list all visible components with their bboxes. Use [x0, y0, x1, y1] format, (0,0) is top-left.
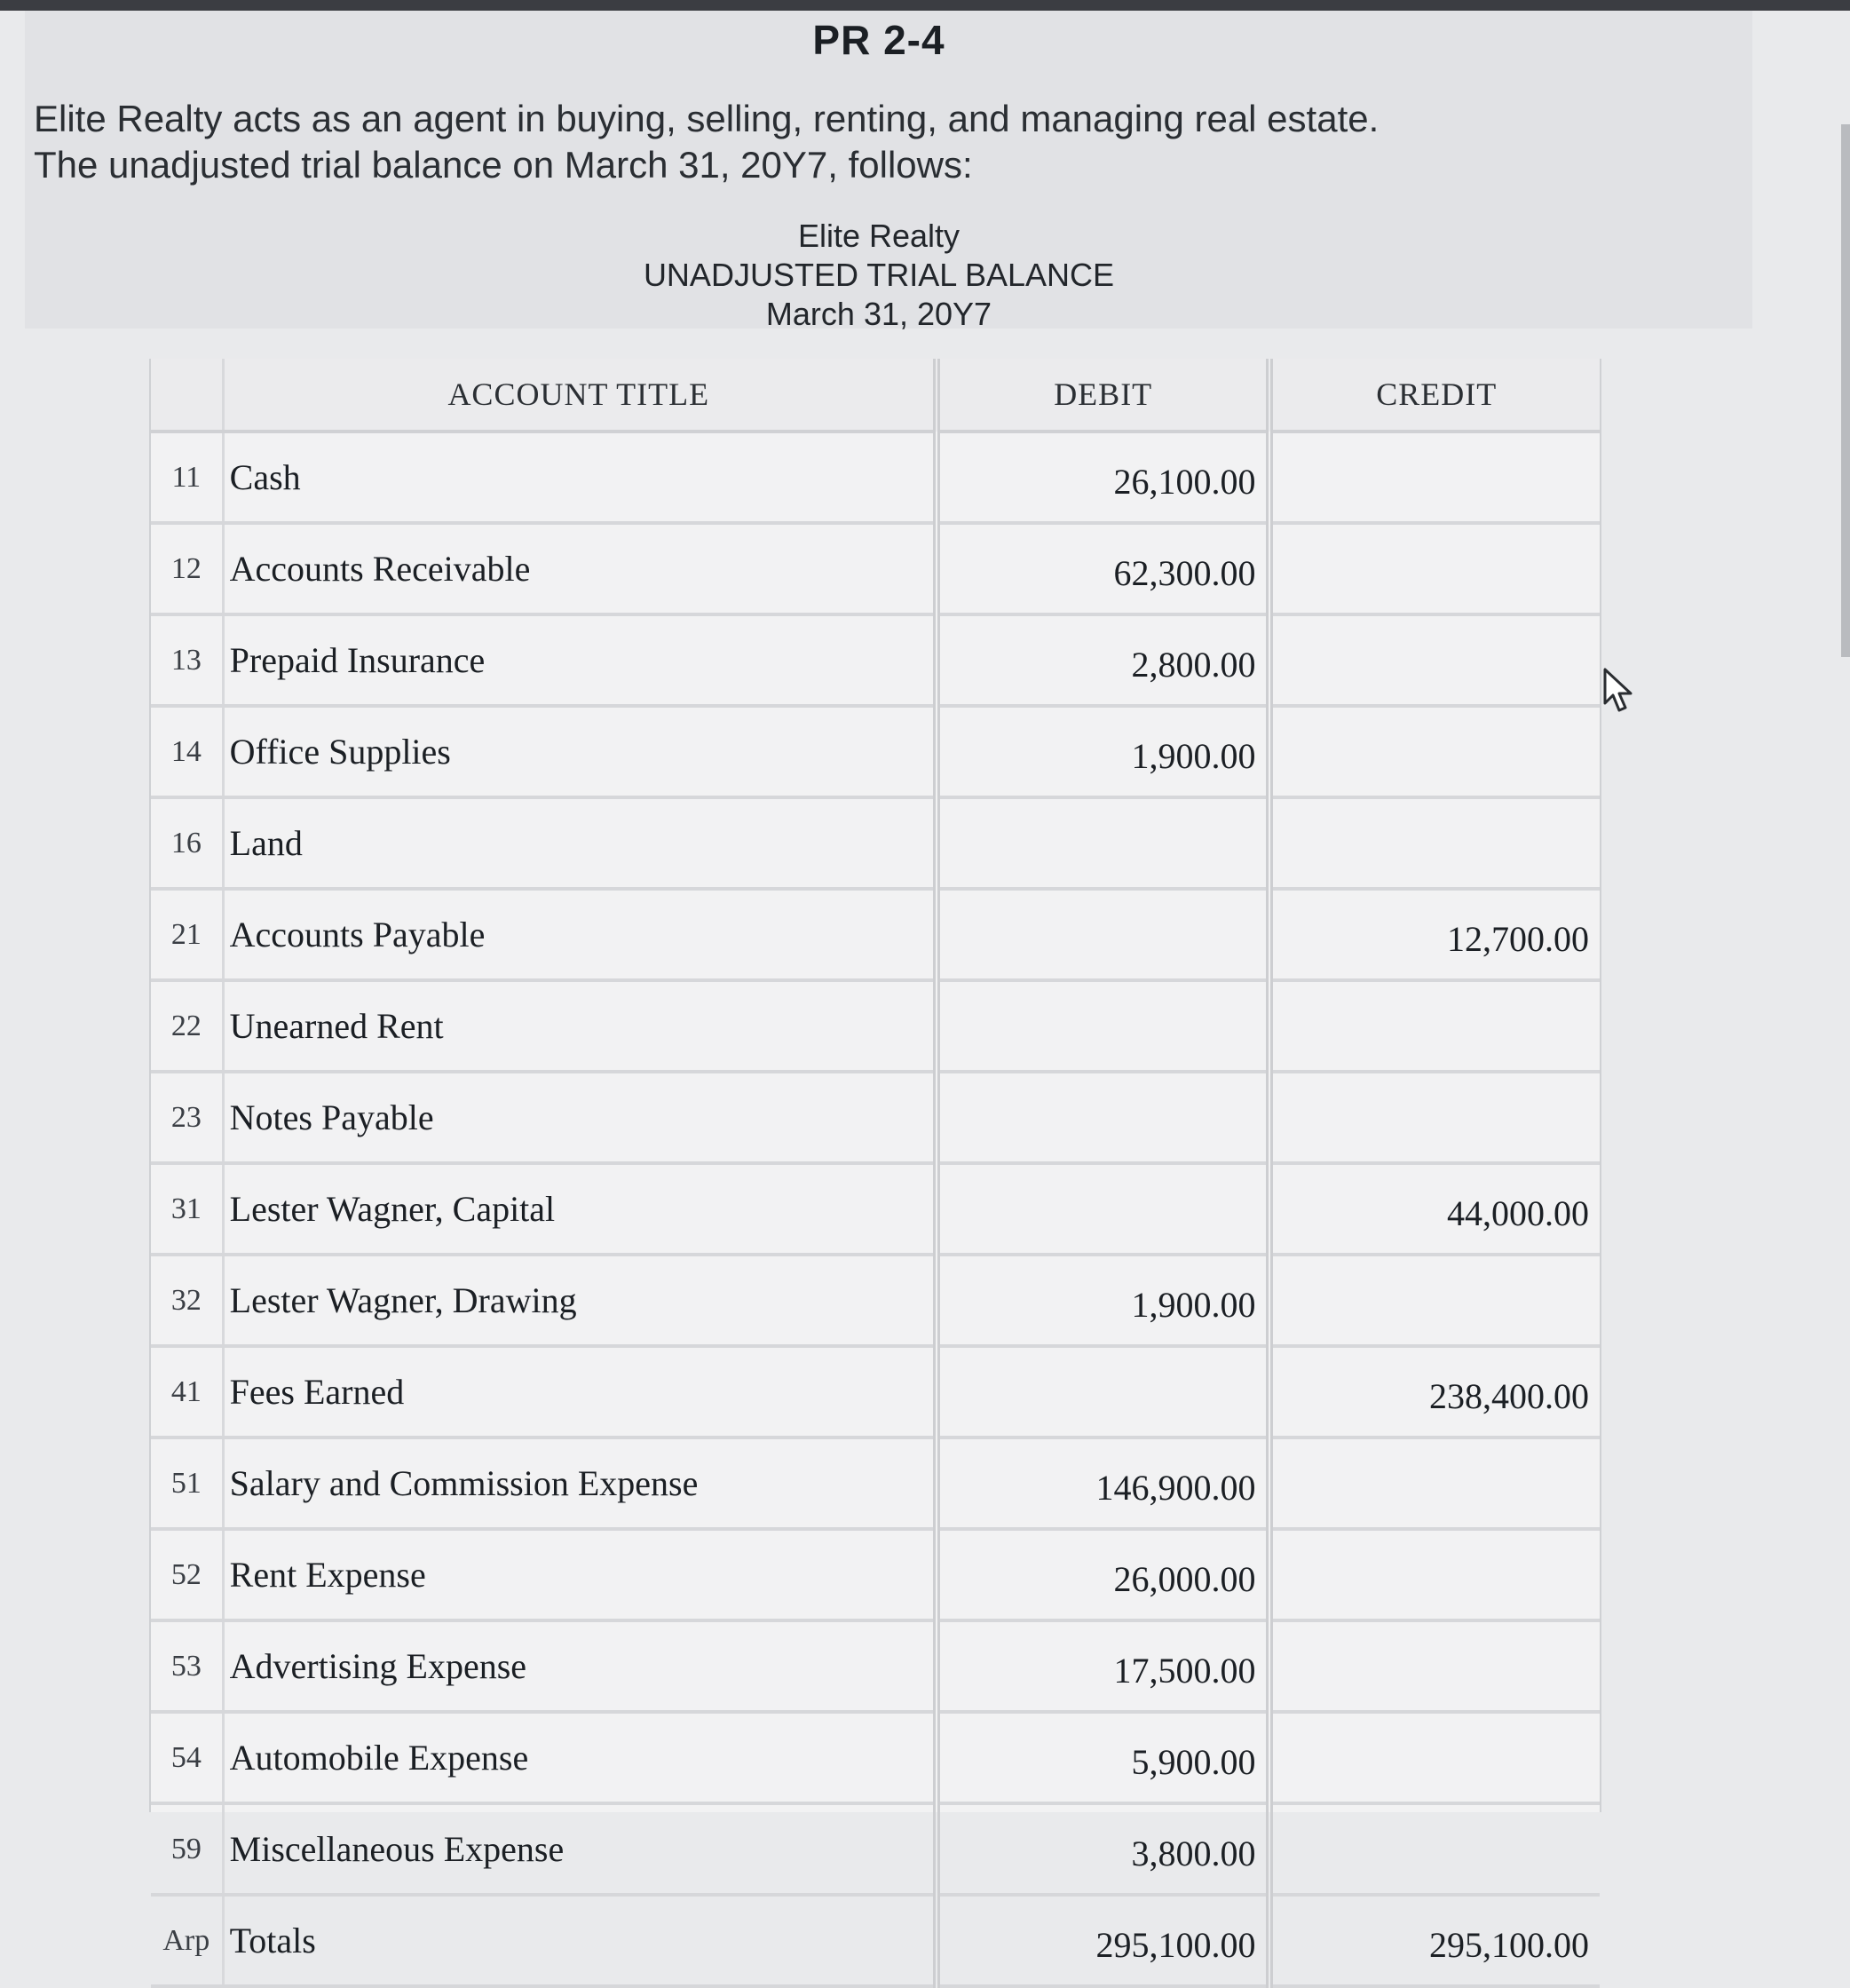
intro-line-2: The unadjusted trial balance on March 31, 20Y7, follows:: [34, 144, 973, 186]
account-no: 12: [151, 523, 223, 614]
credit-amount: 44,000.00: [1269, 1163, 1600, 1255]
table-row: [151, 889, 1600, 980]
total-credit: 295,100.00: [1269, 1895, 1600, 1986]
credit-amount: [1269, 1712, 1600, 1803]
account-title: Automobile Expense: [223, 1712, 937, 1803]
table-row: [151, 1712, 1600, 1803]
credit-amount: [1269, 1255, 1600, 1346]
report-date: March 31, 20Y7: [765, 296, 992, 332]
scrollbar[interactable]: [1841, 124, 1850, 657]
table-row: [151, 1438, 1600, 1529]
account-title: Notes Payable: [223, 1072, 937, 1163]
account-title: Accounts Receivable: [223, 523, 937, 614]
debit-amount: 3,800.00: [937, 1803, 1270, 1895]
credit-amount: [1269, 614, 1600, 706]
account-title: Office Supplies: [223, 706, 937, 797]
totals-row: [151, 1895, 1600, 1986]
debit-amount: [937, 1072, 1270, 1163]
total-debit: 295,100.00: [937, 1895, 1270, 1986]
account-no: 32: [151, 1255, 223, 1346]
mouse-pointer-icon: [1601, 668, 1637, 714]
account-title: Cash: [223, 432, 937, 523]
debit-amount: 5,900.00: [937, 1712, 1270, 1803]
account-no: 13: [151, 614, 223, 706]
credit-amount: [1269, 980, 1600, 1072]
table-row: [151, 1072, 1600, 1163]
account-no: 14: [151, 706, 223, 797]
account-no: 53: [151, 1620, 223, 1712]
account-no: 51: [151, 1438, 223, 1529]
account-no: 31: [151, 1163, 223, 1255]
problem-intro: [34, 96, 1379, 188]
account-no: 22: [151, 980, 223, 1072]
credit-amount: [1269, 706, 1600, 797]
table-row: [151, 1620, 1600, 1712]
account-title: Advertising Expense: [223, 1620, 937, 1712]
header-credit: CREDIT: [1269, 359, 1600, 432]
table-row: [151, 1346, 1600, 1438]
table-row: [151, 1803, 1600, 1895]
credit-amount: [1269, 1438, 1600, 1529]
table-row: [151, 706, 1600, 797]
account-title: Land: [223, 797, 937, 889]
debit-amount: [937, 1163, 1270, 1255]
account-title: Rent Expense: [223, 1529, 937, 1620]
debit-amount: [937, 797, 1270, 889]
table-row: [151, 523, 1600, 614]
credit-amount: 238,400.00: [1269, 1346, 1600, 1438]
account-no: 16: [151, 797, 223, 889]
report-title: UNADJUSTED TRIAL BALANCE: [643, 257, 1115, 293]
account-title: Lester Wagner, Drawing: [223, 1255, 937, 1346]
debit-amount: 17,500.00: [937, 1620, 1270, 1712]
table-row: [151, 980, 1600, 1072]
table-row: [151, 432, 1600, 523]
account-title: Miscellaneous Expense: [223, 1803, 937, 1895]
report-heading: [0, 217, 1758, 334]
account-title: Unearned Rent: [223, 980, 937, 1072]
credit-amount: [1269, 1803, 1600, 1895]
account-title: Accounts Payable: [223, 889, 937, 980]
header-debit: DEBIT: [937, 359, 1270, 432]
debit-amount: 1,900.00: [937, 706, 1270, 797]
debit-amount: 1,900.00: [937, 1255, 1270, 1346]
credit-amount: [1269, 432, 1600, 523]
account-no: 52: [151, 1529, 223, 1620]
table-row: [151, 797, 1600, 889]
credit-amount: [1269, 1072, 1600, 1163]
debit-amount: 26,000.00: [937, 1529, 1270, 1620]
credit-amount: [1269, 797, 1600, 889]
debit-amount: 26,100.00: [937, 432, 1270, 523]
debit-amount: 2,800.00: [937, 614, 1270, 706]
top-strip: [0, 0, 1850, 11]
account-no: 11: [151, 432, 223, 523]
header-account-title: ACCOUNT TITLE: [223, 359, 937, 432]
credit-amount: [1269, 1620, 1600, 1712]
account-title: Fees Earned: [223, 1346, 937, 1438]
account-no: 21: [151, 889, 223, 980]
table-row: [151, 1529, 1600, 1620]
debit-amount: [937, 889, 1270, 980]
account-no: 59: [151, 1803, 223, 1895]
company-name: Elite Realty: [797, 218, 961, 254]
trial-balance-table: [149, 359, 1601, 1965]
intro-line-1: Elite Realty acts as an agent in buying, selling, renting, and managing real estate.: [34, 98, 1380, 139]
totals-label-prefix: Arp: [151, 1895, 223, 1986]
account-title: Lester Wagner, Capital: [223, 1163, 937, 1255]
totals-label: Totals: [223, 1895, 937, 1986]
trial-balance-grid: [151, 359, 1600, 1988]
debit-amount: 146,900.00: [937, 1438, 1270, 1529]
credit-amount: 12,700.00: [1269, 889, 1600, 980]
debit-amount: [937, 1346, 1270, 1438]
debit-amount: 62,300.00: [937, 523, 1270, 614]
credit-amount: [1269, 1529, 1600, 1620]
table-row: [151, 614, 1600, 706]
table-row: [151, 1163, 1600, 1255]
account-title: Prepaid Insurance: [223, 614, 937, 706]
debit-amount: [937, 980, 1270, 1072]
account-title: Salary and Commission Expense: [223, 1438, 937, 1529]
account-no: 23: [151, 1072, 223, 1163]
header-account-no: [151, 359, 223, 432]
credit-amount: [1269, 523, 1600, 614]
table-header-row: [151, 359, 1600, 432]
account-no: 54: [151, 1712, 223, 1803]
table-row: [151, 1255, 1600, 1346]
account-no: 41: [151, 1346, 223, 1438]
problem-id: PR 2-4: [812, 17, 945, 63]
